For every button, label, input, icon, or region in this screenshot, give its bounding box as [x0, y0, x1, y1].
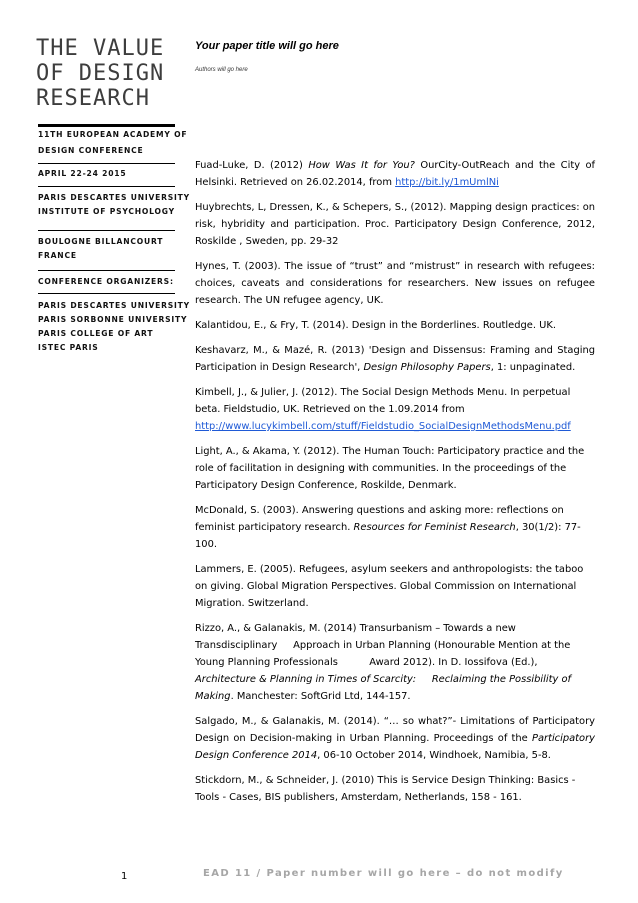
sidebar-organizers-heading: CONFERENCE ORGANIZERS: — [38, 277, 174, 286]
sidebar-host-line: PARIS DESCARTES UNIVERSITY — [38, 193, 190, 202]
sidebar-organizers — [38, 299, 190, 355]
reference-link[interactable]: http://bit.ly/1mUmlNi — [395, 177, 499, 188]
sidebar-divider — [38, 293, 175, 294]
sidebar-conference-line: 11TH EUROPEAN ACADEMY OF — [38, 130, 188, 139]
sidebar-location — [38, 236, 178, 261]
logo-line-3: RESEARCH — [36, 86, 150, 111]
reference-link[interactable]: http://www.lucykimbell.com/stuff/Fieldstudio_SocialDesignMethodsMenu.pdf — [195, 421, 571, 432]
sidebar-divider — [38, 186, 175, 187]
paper-authors: Authors will go here — [195, 67, 248, 73]
paper-title: Your paper title will go here — [195, 40, 339, 52]
organizer-item: PARIS SORBONNE UNIVERSITY — [38, 315, 188, 324]
reference-item: Stickdorn, M., & Schneider, J. (2010) This is Service Design Thinking: Basics - Tools - Cases, BIS publishers, Amsterdam, Netherlands, 158 - 161. — [195, 775, 576, 803]
reference-item: Kimbell, J., & Julier, J. (2012). The Social Design Methods Menu. In perpetual beta. Fieldstudio, UK. Retrieved on the 1.09.2014 from http://www.lucykimbell.com/stuff/Fieldstudio_SocialDesignMethodsMenu.pdf — [195, 387, 571, 432]
sidebar-divider — [38, 124, 175, 127]
reference-item: Hynes, T. (2003). The issue of “trust” and “mistrust” in research with refugees: choices, caveats and considerations for researchers. New issues on refugee research. The UN refugee agency, UK. — [195, 261, 595, 306]
reference-item: Kalantidou, E., & Fry, T. (2014). Design in the Borderlines. Routledge. UK. — [195, 320, 556, 331]
reference-item: McDonald, S. (2003). Answering questions and asking more: reflections on feminist participatory research. Resources for Feminist Research, 30(1/2): 77-100. — [195, 505, 581, 550]
sidebar-conference-line: DESIGN CONFERENCE — [38, 146, 144, 155]
organizer-item: PARIS COLLEGE OF ART — [38, 329, 154, 338]
logo-line-2: OF DESIGN — [36, 61, 165, 86]
conference-logo — [36, 36, 166, 111]
page-number: 1 — [121, 871, 128, 882]
reference-item: Light, A., & Akama, Y. (2012). The Human Touch: Participatory practice and the role of facilitation in designing with communities. In the proceedings of the Participatory Design Conference, Roskilde, Denmark. — [195, 446, 585, 491]
organizer-item: PARIS DESCARTES UNIVERSITY — [38, 301, 190, 310]
sidebar-divider — [38, 270, 175, 271]
reference-item: Keshavarz, M., & Mazé, R. (2013) 'Design and Dissensus: Framing and Staging Participation in Design Research', Design Philosophy Papers, 1: unpaginated. — [195, 345, 595, 373]
reference-item: Salgado, M., & Galanakis, M. (2014). “… so what?”- Limitations of Participatory Design on Decision-making in Urban Planning. Proceedings of the Participatory Design Conference 2014, 06-10 October 2014, Windhoek, Namibia, 5-8. — [195, 716, 595, 761]
sidebar-location-line: FRANCE — [38, 251, 77, 260]
logo-line-1: THE VALUE — [36, 36, 165, 61]
reference-item: Rizzo, A., & Galanakis, M. (2014) Transurbanism – Towards a new Transdisciplinary Approach in Urban Planning (Honourable Mention at the Young Planning Professionals Award 2012). In D. Iossifova (Ed.), Architecture & Planning in Times of Scarcity: Reclaiming the Possibility of Making. Manchester: SoftGrid Ltd, 144-157. — [195, 623, 575, 702]
sidebar-location-line: BOULOGNE BILLANCOURT — [38, 237, 164, 246]
sidebar-conference — [38, 129, 188, 156]
sidebar-host-line: INSTITUTE OF PSYCHOLOGY — [38, 207, 175, 216]
footer-text: EAD 11 / Paper number will go here – do not modify — [203, 868, 564, 879]
references-list — [195, 157, 595, 814]
organizer-item: ISTEC PARIS — [38, 343, 99, 352]
reference-item: Huybrechts, L, Dressen, K., & Schepers, S., (2012). Mapping design practices: on risk, hybridity and participation. Proc. Participatory Design Conference, 2012, Roskilde , Sweden, pp. 29-32 — [195, 202, 595, 247]
sidebar-host — [38, 192, 190, 217]
sidebar-dates: APRIL 22-24 2015 — [38, 169, 127, 178]
sidebar-divider — [38, 163, 175, 164]
reference-item: Fuad-Luke, D. (2012) How Was It for You? OurCity-OutReach and the City of Helsinki. Retrieved on 26.02.2014, from http://bit.ly/1mUmlNi — [195, 160, 595, 188]
reference-item: Lammers, E. (2005). Refugees, asylum seekers and anthropologists: the taboo on giving. Global Migration Perspectives. Global Commission on International Migration. Switzerland. — [195, 564, 584, 609]
sidebar-divider — [38, 230, 175, 231]
